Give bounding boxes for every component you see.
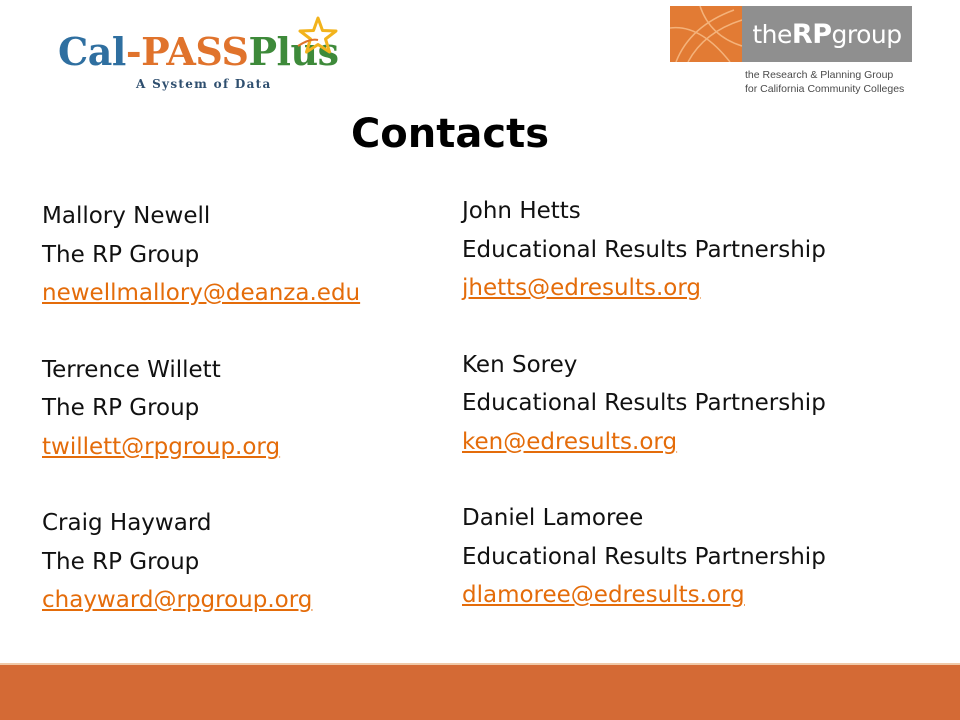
star-icon	[296, 16, 340, 56]
contact-name: Daniel Lamoree	[462, 505, 644, 531]
rp-group-wordmark: the RP group	[752, 18, 902, 50]
rp-group-subtitle-line2: for California Community Colleges	[745, 83, 905, 95]
contact-organization: Educational Results Partnership	[462, 543, 826, 570]
contact-name: Terrence Willett	[42, 356, 221, 383]
contact-email-link[interactable]: dlamoree@edresults.org	[462, 582, 745, 608]
rp-group-logo	[670, 6, 912, 98]
page-title: Contacts	[350, 111, 550, 157]
contact-organization: The RP Group	[42, 548, 200, 575]
calpass-plus-logo	[58, 16, 358, 96]
contacts-right-column	[462, 192, 826, 653]
rp-group-subtitle-line1: the Research & Planning Group	[745, 69, 894, 81]
contact-name: Mallory Newell	[42, 203, 211, 229]
contact-card	[42, 351, 360, 467]
contact-card	[42, 197, 360, 313]
contact-card	[462, 192, 826, 308]
contact-name: Ken Sorey	[462, 351, 578, 378]
footer-bar	[0, 665, 960, 720]
contact-email-link[interactable]: chayward@rpgroup.org	[42, 587, 313, 613]
contact-email-link[interactable]: newellmallory@deanza.edu	[42, 280, 361, 306]
contact-email-link[interactable]: twillett@rpgroup.org	[42, 433, 281, 460]
contact-organization: The RP Group	[42, 395, 200, 421]
contact-name: Craig Hayward	[42, 510, 212, 536]
contact-name: John Hetts	[462, 198, 581, 224]
contact-card	[42, 504, 360, 620]
contact-card	[462, 499, 826, 615]
calpass-logo-wordmark: Cal-PASSPlus	[58, 29, 339, 74]
contact-organization: The RP Group	[42, 241, 200, 268]
contact-email-link[interactable]: ken@edresults.org	[462, 428, 678, 455]
contacts-left-column	[42, 197, 360, 658]
calpass-tagline: A System of Data	[136, 77, 272, 91]
contact-email-link[interactable]: jhetts@edresults.org	[462, 275, 701, 301]
contact-organization: Educational Results Partnership	[462, 236, 826, 263]
contact-card	[462, 346, 826, 462]
contact-organization: Educational Results Partnership	[462, 390, 826, 416]
